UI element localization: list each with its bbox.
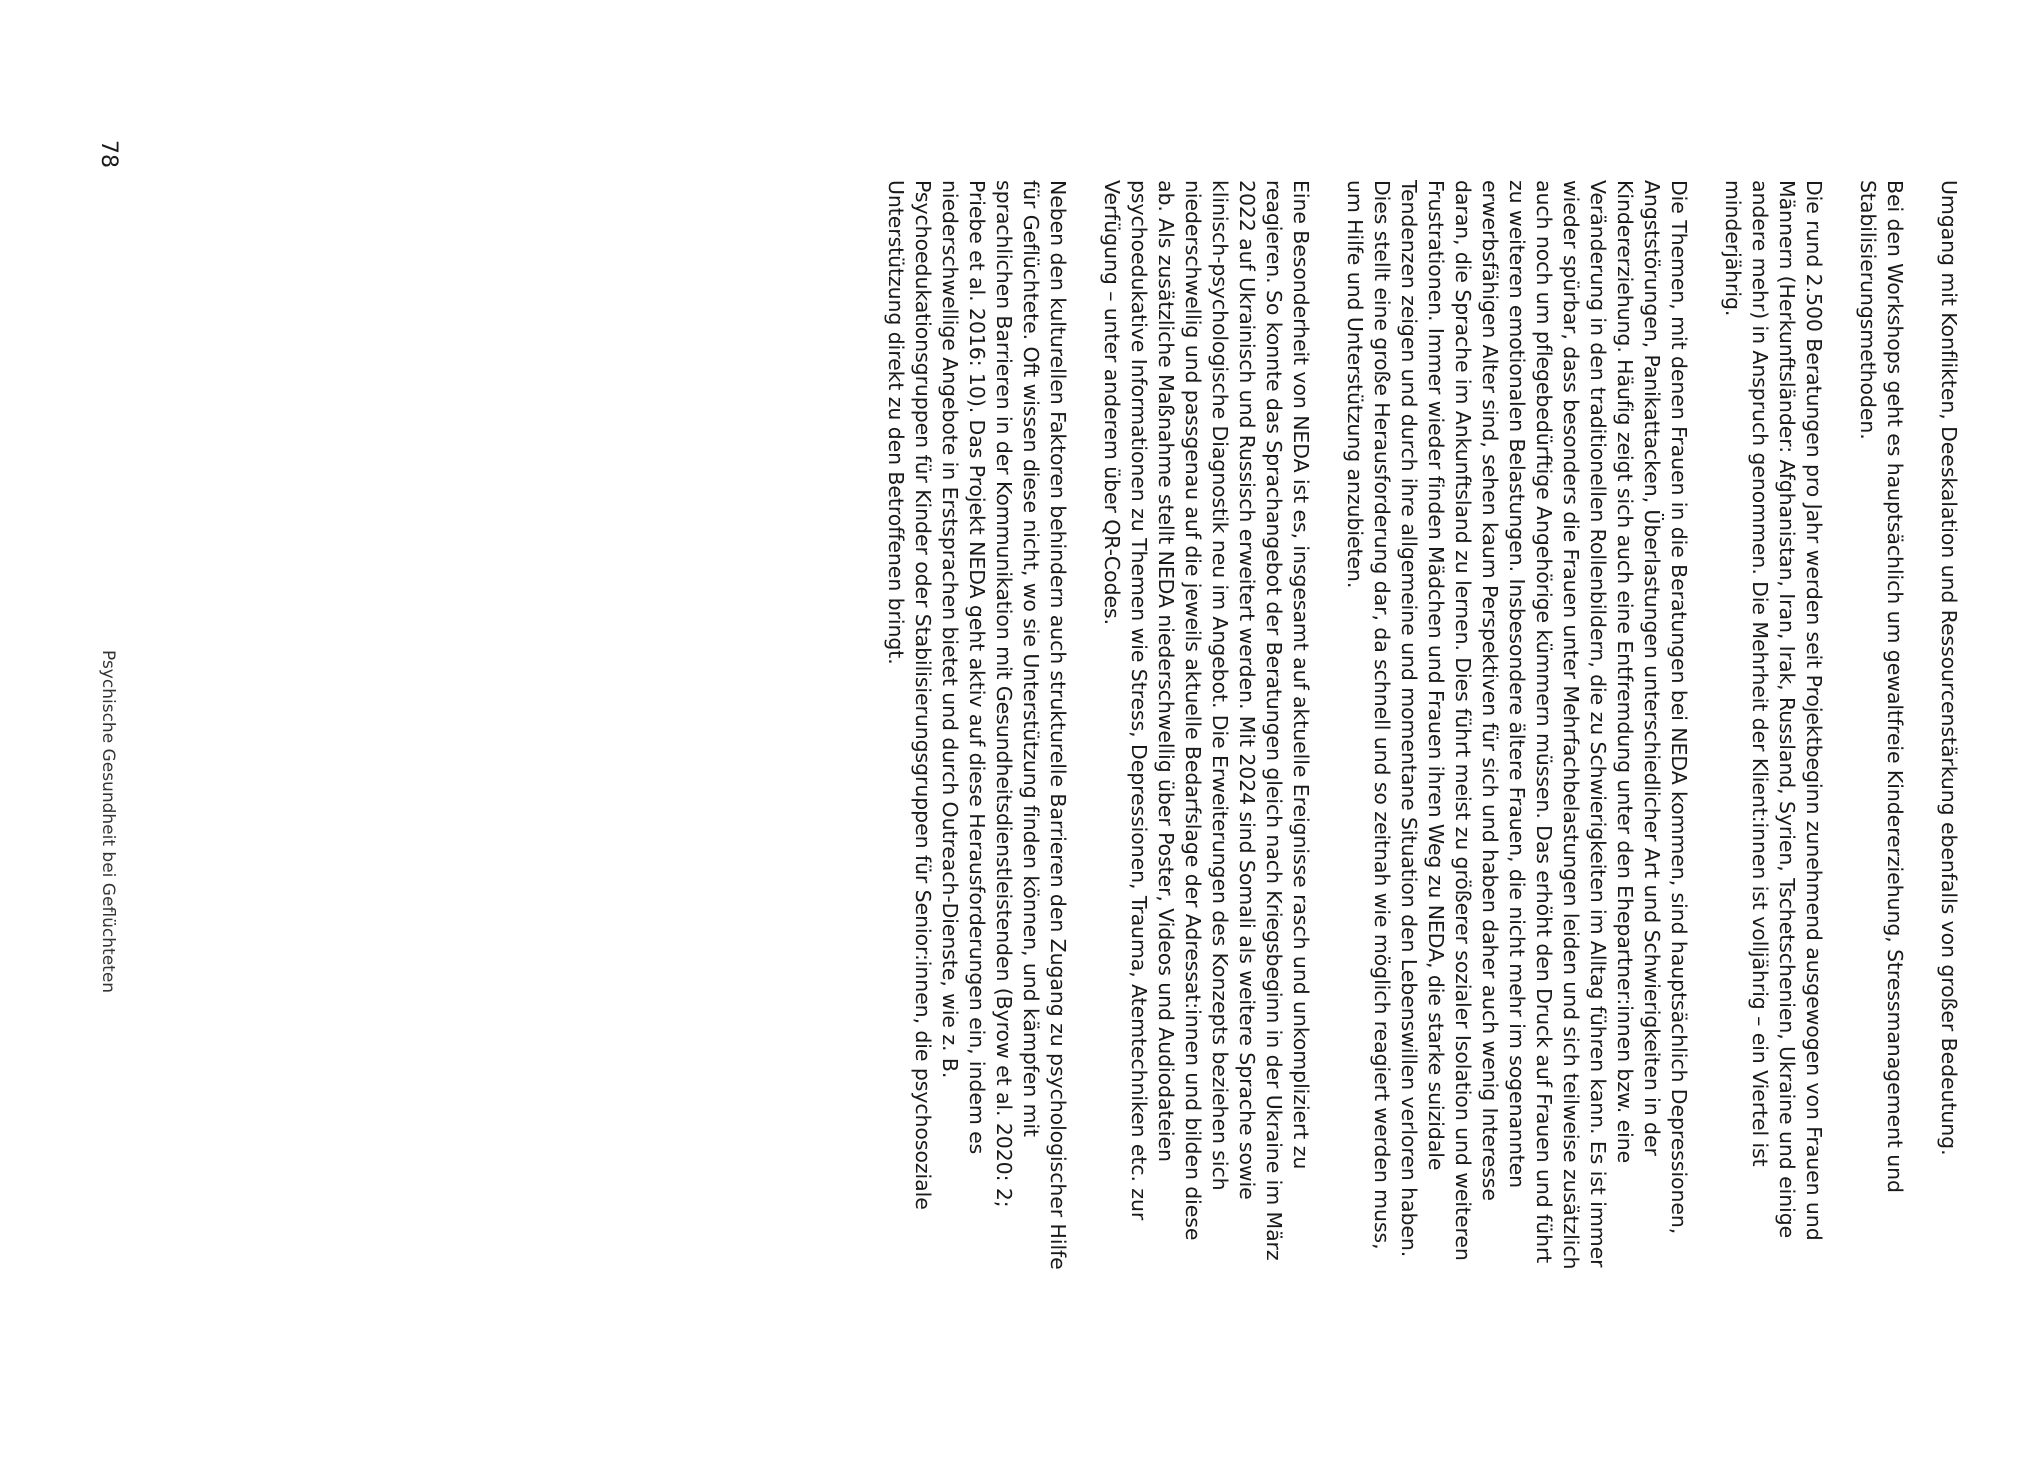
paragraph: Die Themen, mit denen Frauen in die Beratungen bei NEDA kommen, sind hauptsächlich Depressionen, Angststörungen, Panikattacken, Überlastungen unterschiedlicher Art und Schwierigkeiten in der Kindererziehung. Häufig zeigt sich auch eine Entfremdung unter den Ehepartner:innen bzw. eine Veränderung in den traditionellen Rollenbildern, die zu Schwierigkeiten im Alltag führen kann. Es ist immer wieder spürbar, dass besonders die Frauen unter Mehrfachbelastungen leiden und sich teilweise zusätzlich auch noch um pflegebedürftige Angehörige kümmern müssen. Das erhöht den Druck auf Frauen und führt zu weiteren emotionalen Belastungen. Insbesondere ältere Frauen, die nicht mehr im sogenannten erwerbsfähigen Alter sind, sehen kaum Perspektiven für sich und haben daher auch wenig Interesse daran, die Sprache im Ankunftsland zu lernen. Dies führt meist zu größerer sozialer Isolation und weiteren Frustrationen. Immer wieder finden Mädchen und Frauen ihren Weg zu NEDA, die starke suizidale Tendenzen zeigen und durch ihre allgemeine und momentane Situation den Lebenswillen verloren haben. Dies stellt eine große Herausforderung dar, da schnell und so zeitnah wie möglich reagiert werden muss, um Hilfe und Unterstützung anzubieten.	[1343, 180, 1691, 1270]
paragraph: Bei den Workshops geht es hauptsächlich um gewaltfreie Kindererziehung, Stressmanagement und Stabilisierungsmethoden.	[1856, 180, 1907, 1193]
paragraph: Umgang mit Konflikten, Deeskalation und Ressourcenstärkung ebenfalls von großer Bedeutung.	[1937, 180, 1961, 1156]
body-text	[855, 180, 1962, 1270]
paragraph: Neben den kulturellen Faktoren behindern auch strukturelle Barrieren den Zugang zu psychologischer Hilfe für Geflüchtete. Oft wissen diese nicht, wo sie Unterstützung finden können, und kämpfen mit sprachlichen Barrieren in der Kommunikation mit Gesundheitsdienstleistenden (Byrow et al. 2020: 2; Priebe et al. 2016: 10). Das Projekt NEDA geht aktiv auf diese Herausforderungen ein, indem es niederschwellige Angebote in Erstsprachen bietet und durch Outreach-Dienste, wie z. B. Psychoedukationsgruppen für Kinder oder Stabilisierungsgruppen für Senior:innen, die psychosoziale Unterstützung direkt zu den Betroffenen bringt.	[884, 180, 1070, 1270]
page-number: 78	[96, 140, 121, 168]
paragraph: Die rund 2.500 Beratungen pro Jahr werden seit Projektbeginn zunehmend ausgewogen von Frauen und Männern (Herkunftsländer: Afghanistan, Iran, Irak, Russland, Syrien, Tschetschenien, Ukraine und einige andere mehr) in Anspruch genommen. Die Mehrheit der Klient:innen ist volljährig – ein Viertel ist minderjährig.	[1721, 180, 1826, 1241]
paragraph: Eine Besonderheit von NEDA ist es, insgesamt auf aktuelle Ereignisse rasch und unkompliziert zu reagieren. So konnte das Sprachangebot der Beratungen gleich nach Kriegsbeginn in der Ukraine im März 2022 auf Ukrainisch und Russisch erweitert werden. Mit 2024 sind Somali als weitere Sprache sowie klinisch-psychologische Diagnostik neu im Angebot. Die Erweiterungen des Konzepts beziehen sich niederschwellig und passgenau auf die jeweils aktuelle Bedarfslage der Adressat:innen und bilden diese ab. Als zusätzliche Maßnahme stellt NEDA niederschwellig über Poster, Videos und Audiodateien psychoedukative Informationen zu Themen wie Stress, Depressionen, Trauma, Atemtechniken etc. zur Verfügung – unter anderem über QR-Codes.	[1100, 180, 1313, 1261]
running-title: Psychische Gesundheit bei Geflüchteten	[98, 650, 118, 994]
